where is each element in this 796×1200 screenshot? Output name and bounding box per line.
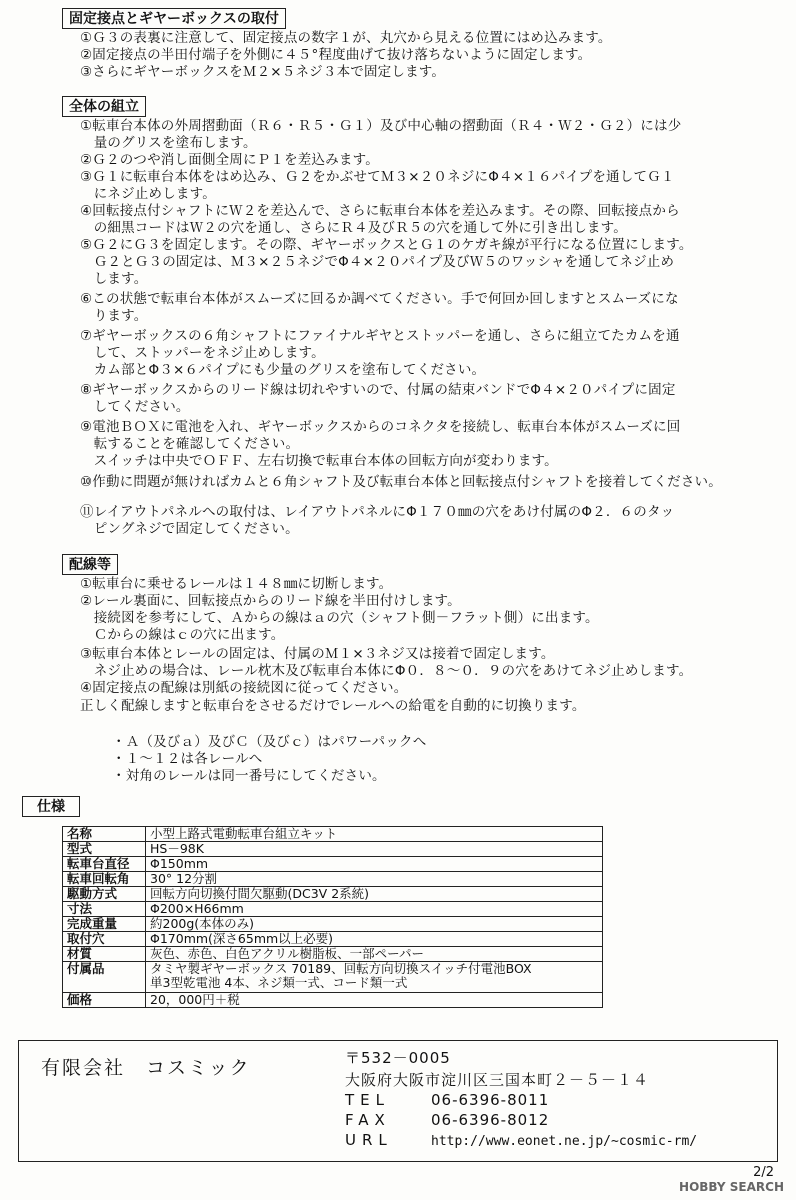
text-line: ⑪レイアウトパネルへの取付は、レイアウトパネルにΦ１７０㎜の穴をあけ付属のΦ２．６のタッ [80,504,675,520]
text-line: ⑩作動に問題が無ければカムと６角シャフト及び転車台本体と回転接点付シャフトを接着してください。 [80,474,722,490]
text-line: の細黒コードはＷ２の穴を通し、さらにＲ４及びＲ５の穴を通して外に引き出します。 [80,220,627,236]
fax-number: 06-6396-8012 [431,1111,550,1129]
table-row [63,872,603,887]
url-link[interactable]: http://www.eonet.ne.jp/~cosmic-rm/ [431,1134,698,1149]
section-title-fixed-contact: 固定接点とギヤーボックスの取付 [62,8,286,29]
company-name: 有限会社 コスミック [41,1057,251,1079]
text-line: ⑤Ｇ２にＧ３を固定します。その際、ギヤーボックスとＧ１のケガキ線が平行になる位置にします。 [80,237,693,253]
page-number: 2/2 [753,1165,774,1180]
text-line: ①Ｇ３の表裏に注意して、固定接点の数字１が、丸穴から見える位置にはめ込みます。 [80,30,612,46]
spec-value: Φ150mm [146,857,603,872]
tel-number: 06-6396-8011 [431,1091,550,1109]
spec-value: 約200g(本体のみ) [146,917,603,932]
spec-key: 転車回転角 [63,872,146,887]
spec-value: Φ170mm(深さ65mm以上必要) [146,932,603,947]
url-label: URL [345,1131,393,1149]
text-line: ネジ止めの場合は、レール枕木及び転車台本体にΦ０．８～０．９の穴をあけてネジ止めします。 [80,663,693,679]
spec-value-line: 単3型乾電池 4本、ネジ類一式、コード類一式 [150,975,408,990]
table-row [63,932,603,947]
postal-code: 〒532－0005 [345,1049,451,1067]
text-line: ④回転接点付シャフトにＷ２を差込んで、さらに転車台本体を差込みます。その際、回転接点から [80,203,680,219]
spec-key: 駆動方式 [63,887,146,902]
text-line: ③Ｇ１に転車台本体をはめ込み、Ｇ２をかぶせてＭ３×２０ネジにΦ４×１６パイプを通してＧ１ [80,169,675,185]
section-title-spec: 仕様 [22,796,80,817]
text-line: ①転車台に乗せるレールは１４８㎜に切断します。 [80,576,393,592]
table-row [63,962,603,993]
table-row [63,842,603,857]
tel-row [345,1091,549,1109]
company-info-box [18,1040,778,1162]
note-line: ・Ａ（及びａ）及びＣ（及びｃ）はパワーパックへ [112,734,427,750]
spec-value [146,962,603,993]
table-row [63,917,603,932]
table-row [63,887,603,902]
spec-key: 転車台直径 [63,857,146,872]
section-title-wiring: 配線等 [62,554,118,575]
section-title-assembly: 全体の組立 [62,96,146,117]
text-line: カム部とΦ３×６パイプにも少量のグリスを塗布してください。 [80,362,486,378]
spec-key: 価格 [63,993,146,1008]
spec-value: 灰色、赤色、白色アクリル樹脂板、一部ペーパー [146,947,603,962]
note-line: ・１～１２は各レールへ [112,751,263,767]
table-row [63,902,603,917]
spec-key: 材質 [63,947,146,962]
text-line: してください。 [80,399,190,415]
spec-value: 20，000円＋税 [146,993,603,1008]
text-line: します。 [80,271,148,287]
text-line: ピングネジで固定してください。 [80,521,299,537]
spec-key: 完成重量 [63,917,146,932]
text-line: ⑧ギヤーボックスからのリード線は切れやすいので、付属の結束バンドでΦ４×２０パイプに固定 [80,382,676,398]
spec-value: HS－98K [146,842,603,857]
address: 大阪府大阪市淀川区三国本町２－５－１４ [345,1071,650,1089]
text-line: 接続図を参考にして、Ａからの線はａの穴（シャフト側－フラット側）に出ます。 [80,610,599,626]
url-row [345,1131,697,1149]
spec-key: 付属品 [63,962,146,993]
text-line: ③さらにギヤーボックスをＭ２×５ネジ３本で固定します。 [80,64,446,80]
text-line: スイッチは中央でＯＦＦ、左右切換で転車台本体の回転方向が変わります。 [80,453,558,469]
spec-value: Φ200×H66mm [146,902,603,917]
text-line: 正しく配線しますと転車台をさせるだけでレールへの給電を自動的に切換ります。 [80,698,586,714]
spec-key: 型式 [63,842,146,857]
text-line: 転することを確認してください。 [80,436,300,452]
spec-key: 取付穴 [63,932,146,947]
text-line: ②Ｇ２のつや消し面側全周にＰ１を差込みます。 [80,152,379,168]
text-line: ⑥この状態で転車台本体がスムーズに回るか調べてください。手で何回か回しますとスムーズにな [80,291,679,307]
spec-value: 30° 12分割 [146,872,603,887]
table-row [63,993,603,1008]
fax-label: FAX [345,1111,391,1129]
watermark-logo: HOBBY SEARCH [679,1180,784,1194]
spec-key: 寸法 [63,902,146,917]
spec-table [62,826,603,1008]
text-line: ②固定接点の半田付端子を外側に４５°程度曲げて抜け落ちないように固定します。 [80,47,592,63]
text-line: ⑨電池ＢＯＸに電池を入れ、ギヤーボックスからのコネクタを接続し、転車台本体がスムーズに回 [80,419,681,435]
text-line: ⑦ギヤーボックスの６角シャフトにファイナルギヤとストッパーを通し、さらに組立てたカムを通 [80,328,680,344]
fax-row [345,1111,549,1129]
spec-value-line: タミヤ製ギヤーボックス 70189、回転方向切換スイッチ付電池BOX [150,961,532,976]
text-line: Ｇ２とＧ３の固定は、Ｍ３×２５ネジでΦ４×２０パイプ及びＷ５のワッシャを通してネジ止め [80,254,675,270]
text-line: して、ストッパーをネジ止めします。 [80,345,325,361]
text-line: ④固定接点の配線は別紙の接続図に従ってください。 [80,680,408,696]
text-line: にネジ止めします。 [80,186,216,202]
text-line: Ｃからの線はｃの穴に出ます。 [80,627,285,643]
note-line: ・対角のレールは同一番号にしてください。 [112,768,386,784]
spec-value: 小型上路式電動転車台組立キット [146,827,603,842]
table-row [63,947,603,962]
spec-key: 名称 [63,827,146,842]
text-line: ります。 [80,308,148,324]
table-row [63,857,603,872]
text-line: 量のグリスを塗布します。 [80,135,257,151]
text-line: ②レール裏面に、回転接点からのリード線を半田付けします。 [80,593,461,609]
text-line: ③転車台本体とレールの固定は、付属のＭ１×３ネジ又は接着で固定します。 [80,646,555,662]
table-row [63,827,603,842]
text-line: ①転車台本体の外周摺動面（Ｒ６・Ｒ５・Ｇ１）及び中心軸の摺動面（Ｒ４・Ｗ２・Ｇ２）には少 [80,118,682,134]
tel-label: TEL [345,1091,390,1109]
spec-value: 回転方向切換付間欠駆動(DC3V 2系統) [146,887,603,902]
